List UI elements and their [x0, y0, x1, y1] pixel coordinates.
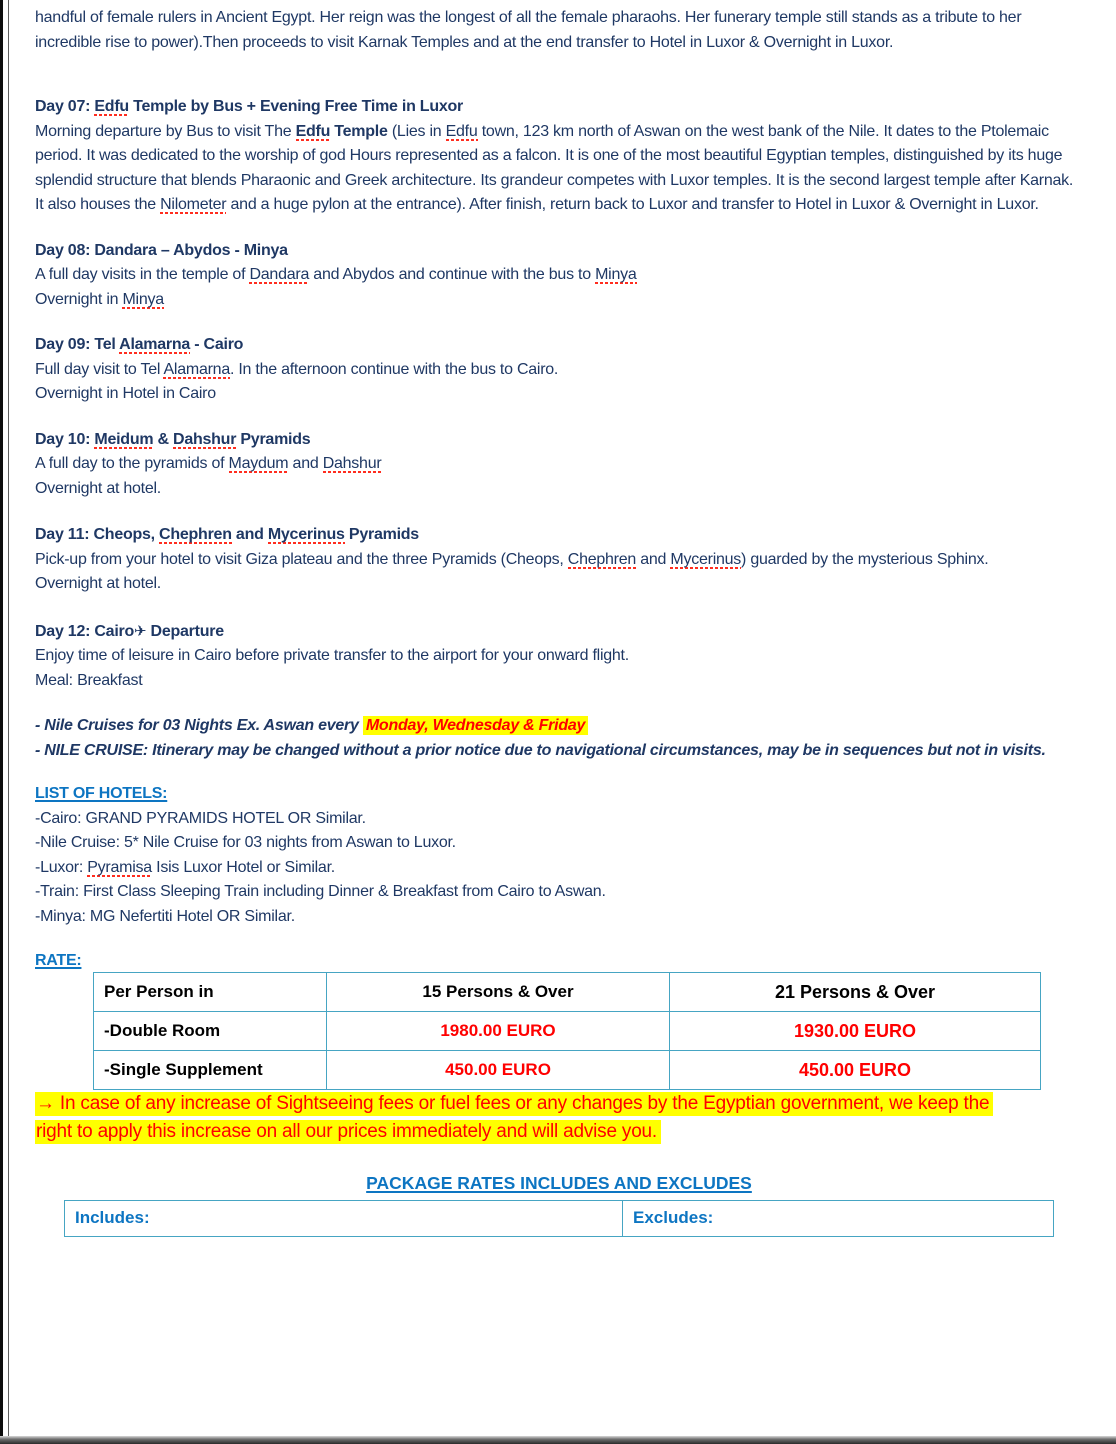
- day-11-paragraph: [35, 548, 1083, 573]
- hotel-item-nile-cruise: -Nile Cruise: 5* Nile Cruise for 03 nights from Aswan to Luxor.: [35, 834, 456, 851]
- intro-text: handful of female rulers in Ancient Egypt. Her reign was the longest of all the female pharaohs. Her funerary temple still stands as a tribute to her incredible rise to power).Then proceeds to visit Karnak Temples and at the end transfer to Hotel in Luxor & Overnight in Luxor.: [35, 9, 1022, 51]
- day-07-text-4: and a huge pylon at the entrance). After finish, return back to Luxor and transfer to Hotel in Luxor & Overnight in Luxor.: [226, 196, 1039, 213]
- day-09-heading: [35, 333, 1083, 358]
- day-10-heading-rest: Pyramids: [236, 430, 311, 448]
- warning-line-2: [35, 1118, 1083, 1146]
- section-day-12: [35, 619, 1083, 694]
- rate-row-single-supplement: [94, 1051, 1041, 1090]
- includes-excludes-row: [65, 1201, 1054, 1237]
- day-09-overnight: Overnight in Hotel in Cairo: [35, 385, 216, 402]
- window-left-edge: [0, 0, 3, 1444]
- day-11-chephren: Chephren: [567, 550, 637, 568]
- day-11-heading-mycerinus: Mycerinus: [267, 526, 345, 543]
- hotel-luxor-prefix: -Luxor:: [35, 858, 88, 876]
- airplane-icon: ✈: [134, 621, 147, 640]
- page-bottom-edge: [0, 1436, 1116, 1444]
- day-10-heading-meidum: Meidum: [94, 430, 154, 448]
- day-09-text-2: . In the afternoon continue with the bus to Cairo.: [229, 360, 559, 378]
- hotel-item-minya: -Minya: MG Nefertiti Hotel OR Similar.: [35, 907, 295, 925]
- day-11-overnight: Overnight at hotel.: [35, 575, 161, 592]
- day-07-heading: [35, 95, 1083, 120]
- warning-line-1-highlight: [35, 1092, 993, 1116]
- day-07-text-2: (Lies in: [387, 122, 446, 140]
- excludes-label: Excludes:: [623, 1201, 1054, 1237]
- hotel-item-train: -Train: First Class Sleeping Train including Dinner & Breakfast from Cairo to Aswan.: [35, 883, 606, 900]
- price-increase-warning: [35, 1090, 1083, 1146]
- includes-excludes-table: [64, 1200, 1054, 1237]
- day-08-paragraph: [35, 263, 1083, 288]
- rate-table: [93, 972, 1041, 1090]
- day-08-minya: Minya: [595, 266, 637, 283]
- day-08-overnight-text: Overnight in: [35, 290, 123, 308]
- intro-paragraph: [35, 6, 1083, 55]
- day-12-heading-prefix: Day 12: Cairo: [35, 622, 135, 640]
- section-day-09: [35, 333, 1083, 407]
- warning-line-1-text: In case of any increase of Sightseeing fees or fuel fees or any changes by the Egyptian government, we keep the: [54, 1093, 990, 1114]
- day-11-heading-rest: Pyramids: [344, 526, 419, 543]
- day-10-heading: [35, 428, 1083, 453]
- hotel-luxor-rest: Isis Luxor Hotel or Similar.: [151, 858, 335, 876]
- rate-heading: RATE:: [35, 952, 82, 969]
- day-07-heading-prefix: Day 07:: [35, 98, 95, 115]
- day-11-heading-and: and: [231, 526, 268, 543]
- note-departure-days-highlight: Monday, Wednesday & Friday: [363, 716, 588, 735]
- rate-table-header-row: [94, 973, 1041, 1012]
- hotel-item-luxor: [35, 856, 1083, 881]
- day-11-text-3: ) guarded by the mysterious Sphinx.: [741, 550, 989, 568]
- warning-line-1: [35, 1090, 1083, 1118]
- section-day-08: [35, 239, 1083, 313]
- warning-line-2-text: right to apply this increase on all our prices immediately and will advise you.: [35, 1120, 661, 1144]
- day-10-heading-dahshur: Dahshur: [173, 430, 237, 448]
- day-07-paragraph: [35, 120, 1083, 218]
- hotel-luxor-pyramisa: Pyramisa: [87, 858, 152, 876]
- rate-single-15: 450.00 EURO: [327, 1051, 670, 1090]
- day-07-text-3: town, 123 km north of Aswan on the west bank of the Nile. It dates to the Ptolemaic period. It was dedicated to the worship of god Hours represented as a falcon. It is one of the most beautiful Egyptian temples, distinguished by its huge splendid structure that blends Pharaonic and Greek architecture. Its grandeur competes with Luxor temples. It is the second largest temple after Karnak. It also houses the: [35, 122, 1074, 213]
- day-07-nilometer: Nilometer: [160, 196, 227, 213]
- rate-header-21-persons: 21 Persons & Over: [670, 973, 1041, 1012]
- day-07-bold-edfu: Edfu: [295, 122, 331, 140]
- day-10-heading-prefix: Day 10:: [35, 430, 95, 448]
- rate-single-21: 450.00 EURO: [670, 1051, 1041, 1090]
- day-10-heading-amp: &: [153, 430, 174, 448]
- section-day-07: [35, 95, 1083, 218]
- day-07-heading-rest: Temple by Bus + Evening Free Time in Luxor: [128, 98, 463, 115]
- day-10-text-1: A full day to the pyramids of: [35, 455, 229, 472]
- day-11-text-1: Pick-up from your hotel to visit Giza plateau and the three Pyramids (Cheops,: [35, 550, 568, 568]
- rate-double-15: 1980.00 EURO: [327, 1012, 670, 1051]
- note-departure-days: [35, 714, 1083, 739]
- note-itinerary-change: - NILE CRUISE: Itinerary may be changed without a prior notice due to navigational circumstances, may be in sequences but not in visits.: [35, 741, 1046, 759]
- day-12-heading: [35, 619, 1083, 645]
- day-11-text-2: and: [636, 550, 671, 568]
- right-arrow-icon: →: [36, 1093, 55, 1114]
- day-11-heading-prefix: Day 11: Cheops,: [35, 526, 160, 543]
- day-10-maydum: Maydum: [228, 455, 289, 472]
- hotel-item-cairo: -Cairo: GRAND PYRAMIDS HOTEL OR Similar.: [35, 809, 366, 827]
- day-07-edfu-town: Edfu: [445, 122, 478, 140]
- day-10-paragraph: [35, 452, 1083, 477]
- note-departure-prefix: - Nile Cruises for 03 Nights Ex. Aswan every: [35, 717, 363, 734]
- day-08-overnight-minya: Minya: [122, 290, 164, 308]
- day-08-text-2: and Abydos and continue with the bus to: [309, 266, 596, 283]
- day-11-mycerinus: Mycerinus: [670, 550, 742, 568]
- rate-label-double-room: -Double Room: [94, 1012, 327, 1051]
- document-page: [35, 6, 1083, 1237]
- rate-label-single-supplement: -Single Supplement: [94, 1051, 327, 1090]
- rate-row-double-room: [94, 1012, 1041, 1051]
- day-08-dandara: Dandara: [249, 266, 310, 283]
- day-07-bold-temple: Temple: [330, 122, 388, 140]
- day-09-alamarna: Alamarna: [163, 360, 230, 378]
- section-hotels: [35, 782, 1083, 929]
- nile-cruise-notes: [35, 714, 1083, 763]
- day-09-heading-prefix: Day 09: Tel: [35, 336, 120, 353]
- day-09-paragraph: [35, 358, 1083, 383]
- day-11-heading: [35, 523, 1083, 548]
- rate-header-15-persons: 15 Persons & Over: [327, 973, 670, 1012]
- day-12-meal: Meal: Breakfast: [35, 671, 143, 689]
- section-day-11: [35, 523, 1083, 597]
- rate-double-21: 1930.00 EURO: [670, 1012, 1041, 1051]
- day-08-text-1: A full day visits in the temple of: [35, 266, 250, 283]
- day-09-heading-alamarna: Alamarna: [119, 336, 191, 353]
- day-09-heading-rest: - Cairo: [190, 336, 244, 353]
- includes-label: Includes:: [65, 1201, 623, 1237]
- day-07-heading-edfu: Edfu: [94, 98, 129, 115]
- hotels-heading: LIST OF HOTELS:: [35, 785, 168, 802]
- day-10-text-2: and: [288, 455, 323, 472]
- day-10-overnight: Overnight at hotel.: [35, 479, 161, 497]
- day-10-dahshur: Dahshur: [322, 455, 382, 472]
- section-day-10: [35, 428, 1083, 502]
- day-07-text-1: Morning departure by Bus to visit The: [35, 122, 296, 140]
- day-12-heading-rest: Departure: [146, 622, 224, 640]
- day-08-overnight: [35, 288, 1083, 313]
- day-09-text-1: Full day visit to Tel: [35, 360, 164, 378]
- day-12-paragraph: Enjoy time of leisure in Cairo before private transfer to the airport for your onward flight.: [35, 647, 629, 664]
- package-rates-heading: PACKAGE RATES INCLUDES AND EXCLUDES: [366, 1173, 752, 1193]
- day-11-heading-chephren: Chephren: [159, 526, 232, 543]
- rate-header-per-person: Per Person in: [94, 973, 327, 1012]
- page-left-border: [8, 0, 9, 1437]
- day-08-heading: Day 08: Dandara – Abydos - Minya: [35, 241, 288, 259]
- section-rate: [35, 951, 1083, 1090]
